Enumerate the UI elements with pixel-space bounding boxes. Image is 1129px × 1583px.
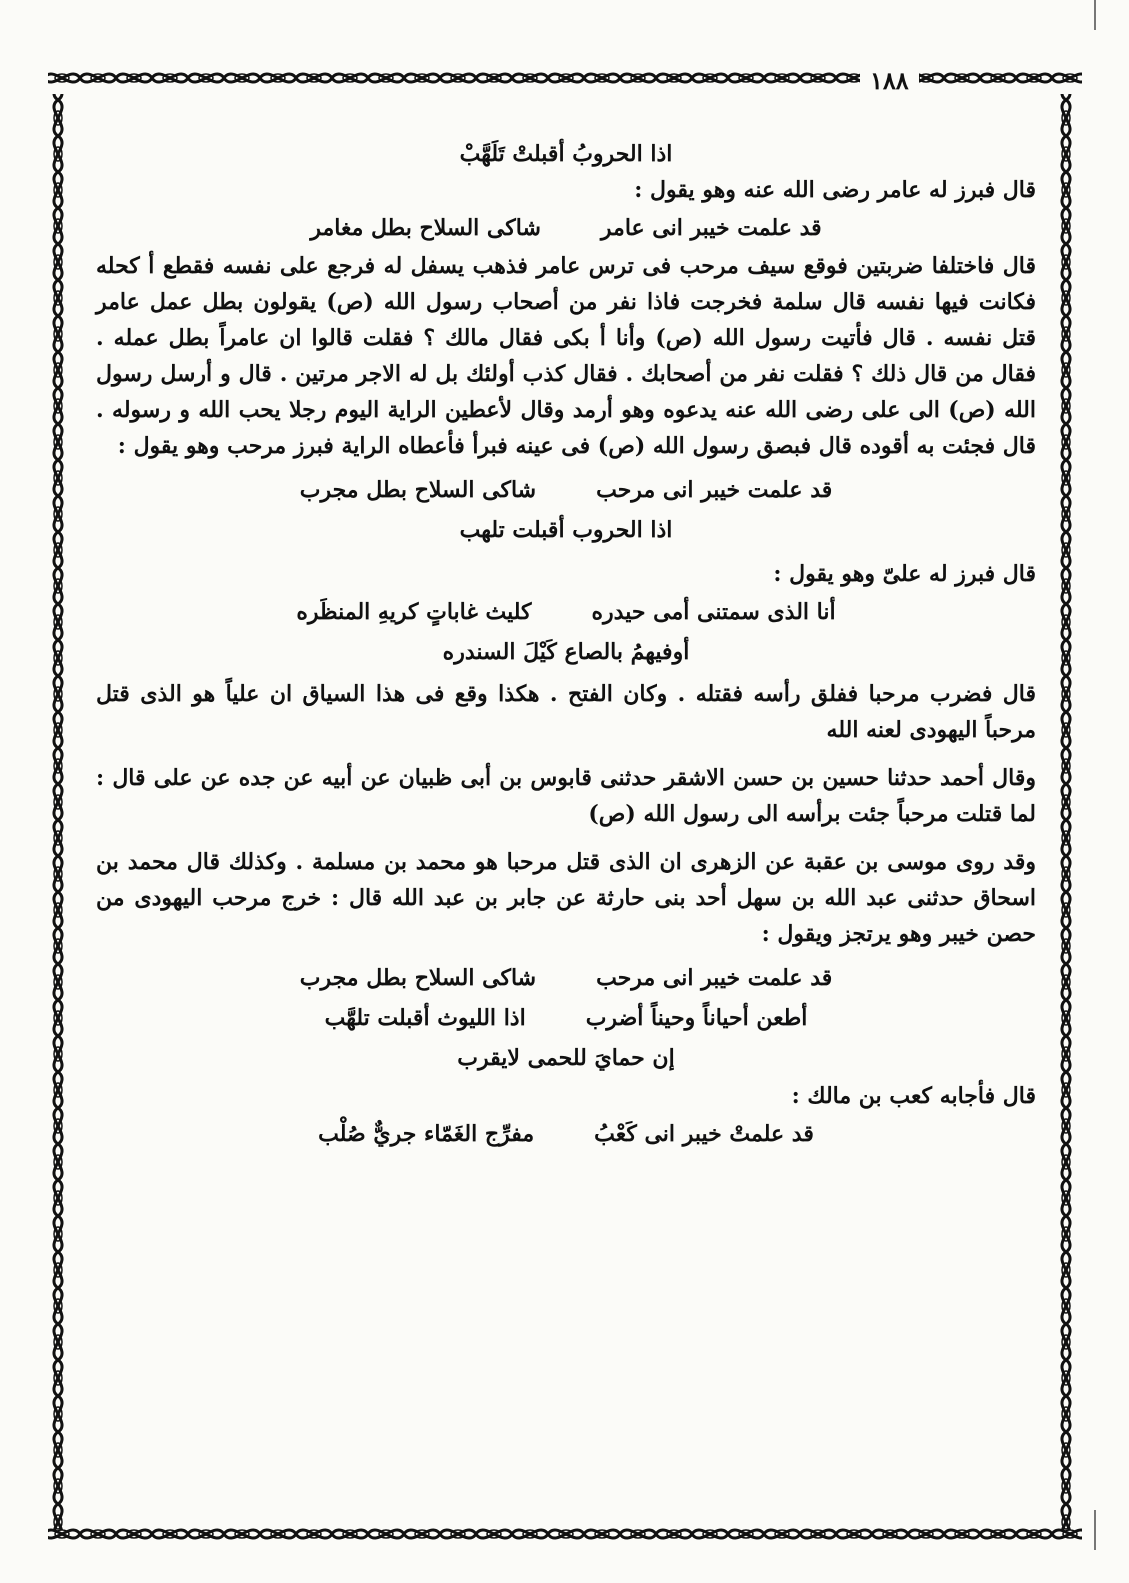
page-body	[96, 136, 1036, 1496]
verse-hemistich: شاكى السلاح بطل مغامر	[310, 215, 541, 241]
margin-rule	[1094, 0, 1096, 30]
verse-hemistich: أطعن أحياناً وحيناً أضرب	[585, 1005, 808, 1031]
verse-hemistich: قد علمت خيبر انى عامر	[600, 215, 822, 241]
verse-hemistich: اذا الحروب أقبلت تلهب	[459, 517, 673, 543]
verse-hemistich: شاكى السلاح بطل مجرب	[299, 477, 537, 503]
verse-hemistich: أوفيهمُ بالصاع كَيْلَ السندره	[442, 639, 690, 665]
verse-couplet	[96, 1114, 1036, 1154]
verse-line: اذا الحروبُ أقبلتْ تَلَهَّبْ	[459, 141, 673, 167]
narration-line: قال فبرز له علىّ وهو يقول :	[773, 561, 1036, 587]
verse-hemistich: قد علمتْ خيبر انى كَعْبُ	[594, 1121, 814, 1147]
narration-line: قال فأجابه كعب بن مالك :	[791, 1083, 1036, 1109]
verse-hemistich: اذا الليوث أقبلت تلهَّب	[324, 1005, 526, 1031]
verse-couplet	[96, 470, 1036, 510]
paragraph: قال فضرب مرحبا ففلق رأسه فقتله . وكان الفتح . هكذا وقع فى هذا السياق ان علياً هو الذى قتل مرحباً اليهودى لعنه الله	[96, 681, 1036, 743]
verse-hemistich: مفرِّج الغَمّاء جريٌّ صُلْب	[318, 1121, 535, 1147]
verse-hemistich: شاكى السلاح بطل مجرب	[299, 965, 537, 991]
verse-couplet	[96, 208, 1036, 248]
verse-hemistich: قد علمت خيبر انى مرحب	[596, 965, 833, 991]
verse-couplet	[96, 958, 1036, 998]
verse-hemistich: أنا الذى سمتنى أمى حيدره	[591, 599, 836, 625]
paragraph: قال فاختلفا ضربتين فوقع سيف مرحب فى ترس عامر فذهب يسفل له فرجع على نفسه فقطع أ كحله فكانت فيها نفسه قال سلمة فخرجت فاذا نفر من أصحاب رسول الله (ص) يقولون بطل عمل عامر قتل نفسه . قال فأتيت رسول الله (ص) وأنا أ بكى فقال مالك ؟ فقلت قالوا ان عامراً بطل عمله . فقال من قال ذلك ؟ فقلت نفر من أصحابك . فقال كذب أولئك بل له الاجر مرتين . قال و أرسل رسول الله (ص) الى على رضى الله عنه يدعوه وهو أرمد وقال لأعطين الراية اليوم رجلا يحب الله و رسوله . قال فجئت به أقوده قال فبصق رسول الله (ص) فى عينه فبرأ فأعطاه الراية فبرز مرحب وهو يقول :	[96, 253, 1036, 459]
verse-hemistich: قد علمت خيبر انى مرحب	[596, 477, 833, 503]
narration-line: قال فبرز له عامر رضى الله عنه وهو يقول :	[634, 177, 1036, 203]
margin-rule	[1094, 1510, 1096, 1550]
paragraph: وقد روى موسى بن عقبة عن الزهرى ان الذى قتل مرحبا هو محمد بن مسلمة . وكذلك قال محمد بن اسحاق حدثنى عبد الله بن سهل أحد بنى حارثة عن جابر بن عبد الله قال : خرج مرحب اليهودى من حصن خيبر وهو يرتجز ويقول :	[96, 849, 1036, 947]
verse-couplet	[96, 592, 1036, 632]
page-number: ١٨٨	[860, 66, 919, 96]
verse-hemistich: كليث غاباتٍ كريهِ المنظَره	[296, 599, 532, 625]
verse-hemistich: إن حمايَ للحمى لايقرب	[457, 1045, 675, 1071]
paragraph: وقال أحمد حدثنا حسين بن حسن الاشقر حدثنى قابوس بن أبى ظبيان عن أبيه عن جده عن على قال : لما قتلت مرحباً جئت برأسه الى رسول الله (ص)	[96, 765, 1036, 827]
verse-couplet	[96, 998, 1036, 1038]
